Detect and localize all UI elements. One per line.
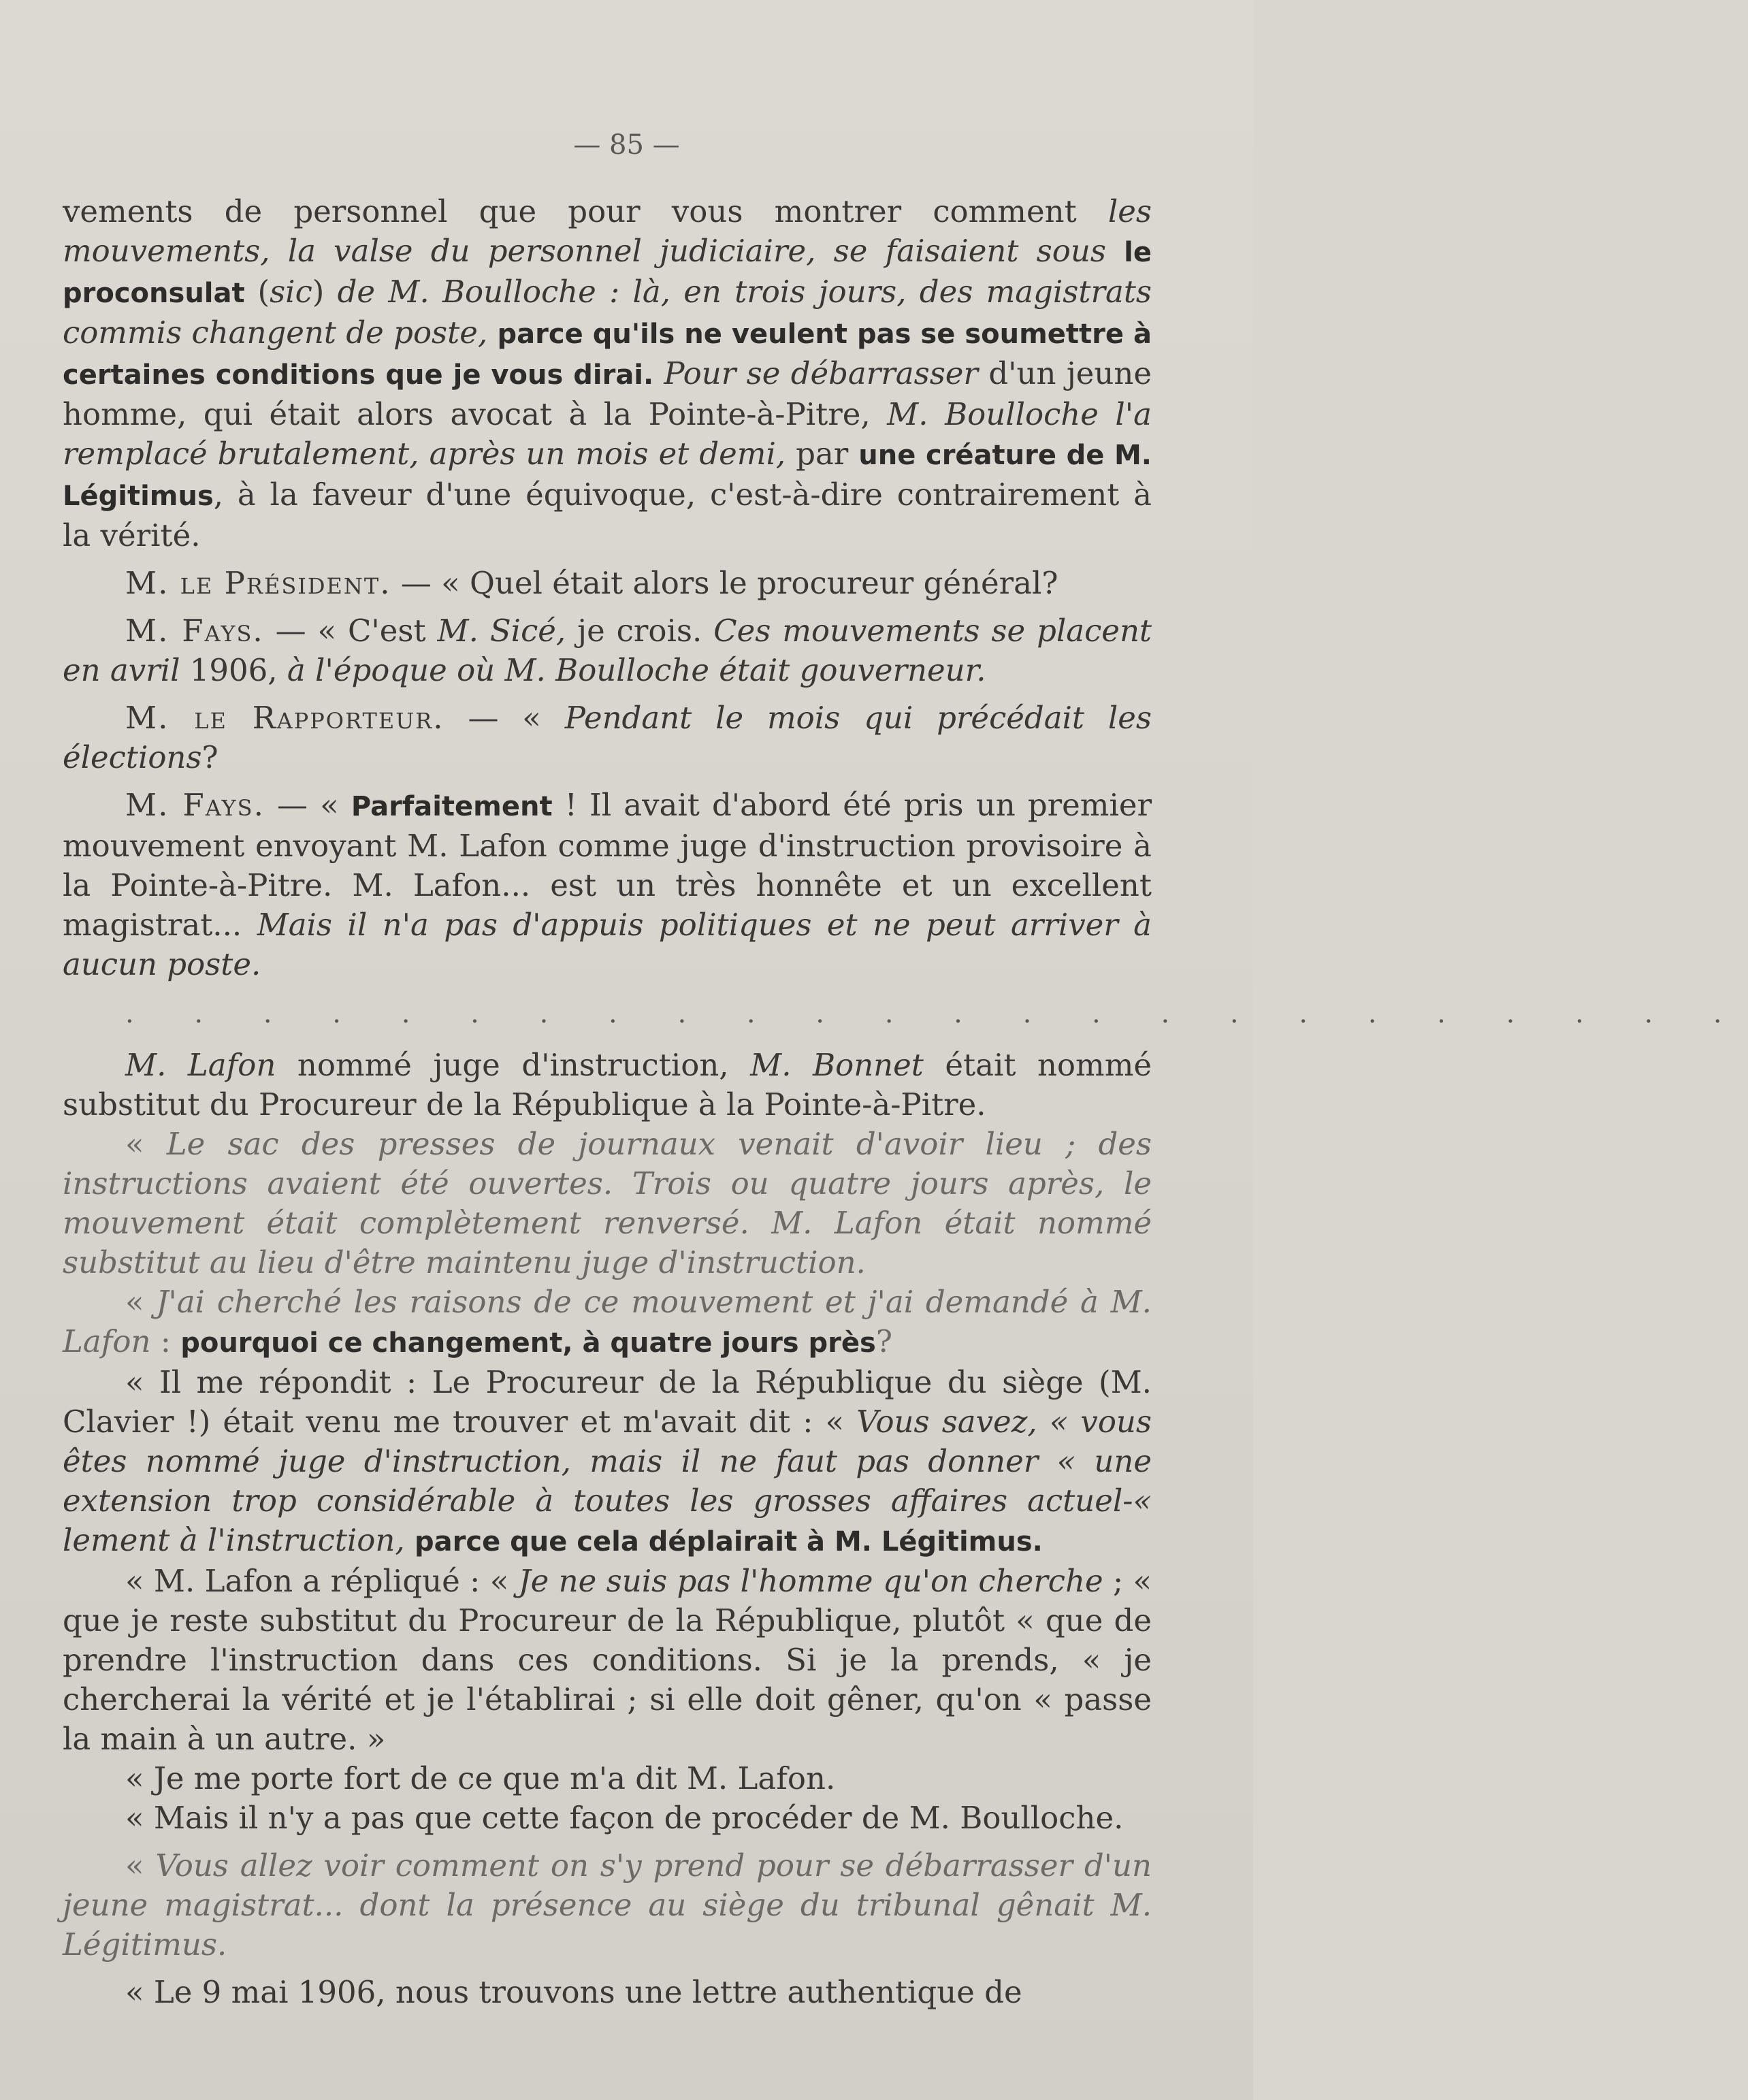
text-run: vements de personnel que pour vous montrer comment <box>63 193 1108 229</box>
text-run: ) <box>312 274 338 310</box>
text-run: ( <box>257 274 270 310</box>
text-run: « Il me répondit : Le Procureur de la République du siège (M. Clavier !) était venu me trouver et m'avait dit : « <box>63 1364 1152 1440</box>
text-run: de M. Boulloche : là, en trois jours, des magistrats commis changent de poste, <box>63 274 1152 351</box>
text-run: — « Quel était alors le procureur général? <box>391 565 1058 601</box>
text-run: « <box>125 1847 156 1884</box>
text-run: Je ne suis pas l'homme qu'on cherche <box>518 1563 1113 1599</box>
text-run: à l'époque où M. Boulloche était gouverneur. <box>287 652 986 688</box>
paragraph <box>63 786 1152 984</box>
text-run: ! Il avait d'abord été pris un premier mouvement envoyant M. Lafon comme juge d'instruction provisoire à la Pointe-à-Pitre. M. Lafon... est un très honnête et un excellent magistrat... <box>63 787 1152 943</box>
text-run: « Mais il n'y a pas que cette façon de procéder de M. Boulloche. <box>125 1800 1124 1836</box>
paragraph <box>63 698 1152 777</box>
text-run: M. Sicé, <box>437 613 578 649</box>
text-run: M. Bonnet <box>750 1047 945 1083</box>
text-run: Vous allez voir comment on s'y prend pour se débarrasser d'un jeune magistrat... dont la présence au siège du tribunal gênait M. Légitimus. <box>63 1847 1152 1962</box>
paragraph <box>63 1363 1152 1562</box>
paragraph <box>63 1046 1152 1125</box>
text-run: , à la faveur d'une équivoque, c'est-à-dire contrairement à la vérité. <box>63 476 1152 553</box>
text-run: — « <box>444 700 565 736</box>
text-run: Vous savez, « vous êtes nommé juge d'instruction, mais il ne faut pas donner « une extension trop considérable à toutes les grosses affaires actuel-« lement à l'instruction, <box>63 1404 1152 1558</box>
text-run: je crois. <box>577 613 714 649</box>
text-run: Parfaitement <box>351 791 553 822</box>
text-run: pourquoi ce changement, à quatre jours près <box>180 1327 876 1359</box>
text-run: J'ai cherché les raisons de ce mouvement et j'ai demandé à M. Lafon <box>63 1284 1152 1359</box>
paragraph <box>63 1125 1152 1282</box>
text-run: d'un jeune homme, qui était alors avocat à la Pointe-à-Pitre, <box>63 355 1152 432</box>
paragraph <box>63 611 1152 690</box>
text-run: : <box>160 1323 181 1359</box>
text-run: Pour se débarrasser <box>664 355 989 391</box>
text-run: — « <box>264 787 351 823</box>
text-run: M. Boulloche l'a remplacé brutalement, après un mois et demi, <box>63 396 1152 472</box>
text-run: sic <box>270 274 312 310</box>
paragraph <box>63 1282 1152 1363</box>
text-run: était nommé substitut du Procureur de la République à la Pointe-à-Pitre. <box>63 1047 1152 1122</box>
text-run: « <box>125 1284 157 1320</box>
text-run: M. Fays. <box>125 787 265 823</box>
paragraph <box>63 1846 1152 1965</box>
text-run: Pendant le mois qui précédait les élections <box>63 700 1152 775</box>
text-run: Le sac des presses de journaux venait d'avoir lieu ; des instructions avaient été ouvertes. Trois ou quatre jours après, le mouvement était complètement renversé. M. Lafon était nommé substitut au lieu d'être maintenu juge d'instruction. <box>63 1126 1152 1280</box>
text-run: M. Lafon <box>125 1047 297 1083</box>
text-run: parce que cela déplairait à M. Légitimus. <box>415 1526 1043 1557</box>
text-run: une créature de M. Légitimus <box>63 440 1152 512</box>
text-run: « Le 9 mai 1906, nous trouvons une lettre authentique de <box>125 1974 1022 2010</box>
text-run: ? <box>201 739 218 775</box>
text-run: par <box>796 436 859 472</box>
ellipsis-separator: . . . . . . . . . . . . . . . . . . . . . . . . <box>125 998 1748 1029</box>
paragraph <box>63 1562 1152 1759</box>
paragraph <box>63 1973 1152 2012</box>
text-run: — « C'est <box>263 613 438 649</box>
text-run: « Je me porte fort de ce que m'a dit M. Lafon. <box>125 1760 836 1796</box>
paragraph <box>63 192 1152 555</box>
text-run: M. Fays. <box>125 613 264 649</box>
page-text <box>63 192 1748 2012</box>
text-run: Mais il n'a pas d'appuis politiques et ne peut arriver à aucun poste. <box>63 907 1152 982</box>
text-run: ; « que je reste substitut du Procureur de la République, plutôt « que de prendre l'instruction dans ces conditions. Si je la prends, « je chercherai la vérité et je l'établirai ; si elle doit gêner, qu'on « passe la main à un autre. » <box>63 1563 1152 1757</box>
text-run: « M. Lafon a répliqué : « <box>125 1563 519 1599</box>
paragraph <box>63 1798 1152 1838</box>
text-run: nommé juge d'instruction, <box>297 1047 751 1083</box>
text-run: « <box>125 1126 167 1162</box>
paragraph <box>63 564 1152 603</box>
text-run: M. le Président. <box>125 565 391 601</box>
page-number: — 85 — <box>573 129 680 161</box>
text-run: ? <box>875 1323 892 1359</box>
text-run: le proconsulat <box>63 237 1152 309</box>
text-run: les mouvements, la valse du personnel judiciaire, se faisaient sous <box>63 193 1152 269</box>
text-run: M. le Rapporteur. <box>125 700 444 736</box>
paragraph <box>63 1759 1152 1798</box>
text-run: parce qu'ils ne veulent pas se soumettre à certaines conditions que je vous dirai. <box>63 319 1152 391</box>
text-run: Ces mouvements se placent en avril <box>63 613 1152 688</box>
text-run: 1906, <box>189 652 287 688</box>
